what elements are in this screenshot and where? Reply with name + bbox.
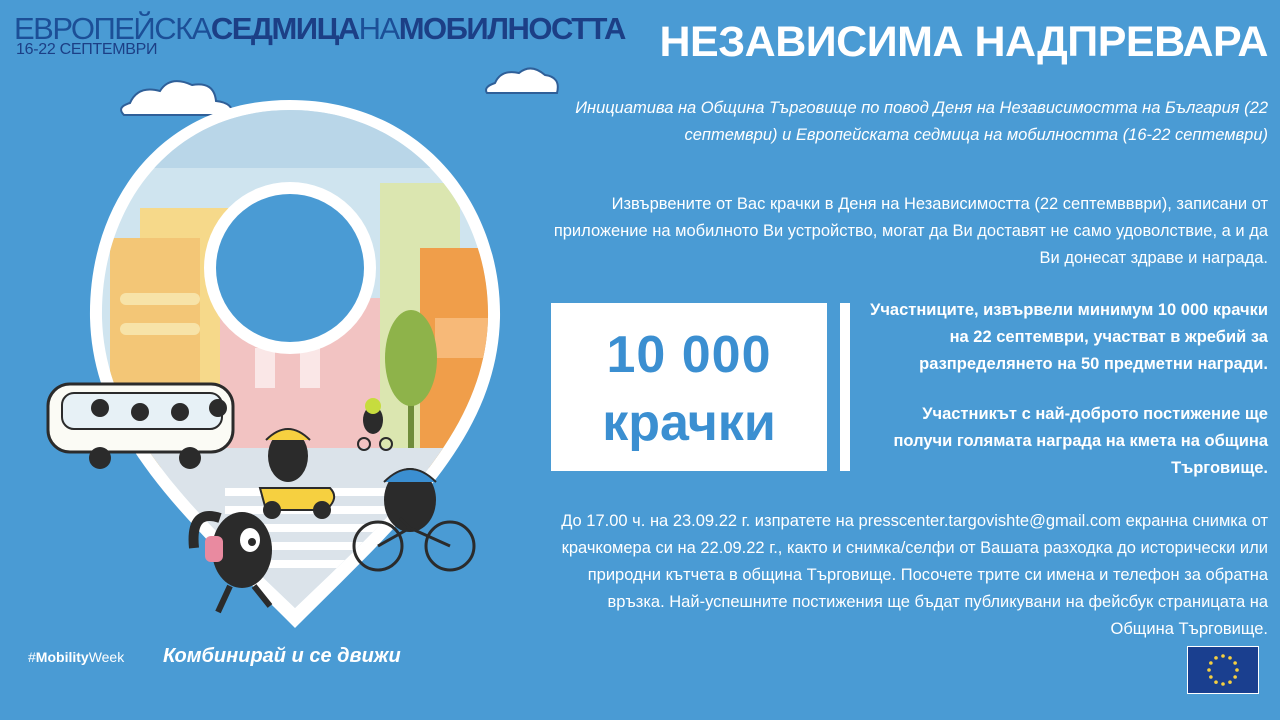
mobility-pin-illustration	[40, 48, 560, 648]
eu-star-icon	[1214, 656, 1218, 660]
steps-badge	[551, 303, 827, 471]
eu-star-icon	[1209, 675, 1213, 679]
logo-word-3: НА	[358, 11, 399, 46]
logo-dates: 16-22 СЕПТЕМВРИ	[16, 41, 158, 58]
description-text: Извървените от Вас крачки в Деня на Независимостта (22 септемввври), записани от приложение на мобилното Ви устройство, могат да Ви доставят не само удоволствие, а и да Ви донесат здраве и награда.	[553, 195, 1268, 267]
eu-star-icon	[1235, 668, 1239, 672]
intro-text: Инициатива на Община Търговище по повод Деня на Независимостта на България (22 септември) и Европейската седмица на мобилността (16-22 септември)	[575, 99, 1268, 144]
eu-star-icon	[1221, 654, 1225, 658]
instructions-text: До 17.00 ч. на 23.09.22 г. изпратете на presscenter.targovishte@gmail.com екранна снимка от крачкомера си на 22.09.22 г., както и снимка/селфи от Вашата разходка до исторически или природни кътчета в община Търговище. Посочете трите си имена и телефон за обратна връзка. Най-успешните постижения ще бъдат публикувани на фейсбук страницата на Община Търговище.	[561, 512, 1268, 638]
divider-bar	[840, 303, 850, 471]
hash-sign: #	[28, 649, 36, 665]
steps-number: 10 000	[606, 326, 772, 384]
eu-star-icon	[1214, 680, 1218, 684]
eu-star-icon	[1221, 682, 1225, 686]
hash-rest: Week	[88, 649, 125, 665]
eu-star-icon	[1233, 661, 1237, 665]
mobility-hashtag	[28, 649, 124, 665]
logo-word-4: МОБИЛНОСТТА	[398, 11, 625, 46]
prize-draw-text: Участниците, извървели минимум 10 000 крачки на 22 септември, участват в жребий за разпределянето на 50 предметни награди.	[870, 301, 1268, 373]
eu-star-icon	[1228, 656, 1232, 660]
hash-bold: Mobility	[35, 649, 89, 665]
eu-flag-icon	[1187, 646, 1259, 694]
eu-star-icon	[1209, 661, 1213, 665]
grand-prize-text: Участникът с най-доброто постижение ще получи голямата награда на кмета на община Търговище.	[893, 405, 1268, 477]
logo-word-2: СЕДМИЦА	[210, 11, 359, 46]
page-title: НЕЗАВИСИМА НАДПРЕВАРА	[659, 18, 1268, 66]
logo-word-1: ЕВРОПЕЙСКА	[14, 11, 211, 46]
eu-star-icon	[1228, 680, 1232, 684]
eu-star-icon	[1207, 668, 1211, 672]
mobility-week-logo	[14, 11, 625, 58]
campaign-slogan: Комбинирай и се движи	[163, 645, 401, 667]
eu-star-icon	[1233, 675, 1237, 679]
steps-unit: крачки	[602, 394, 776, 452]
